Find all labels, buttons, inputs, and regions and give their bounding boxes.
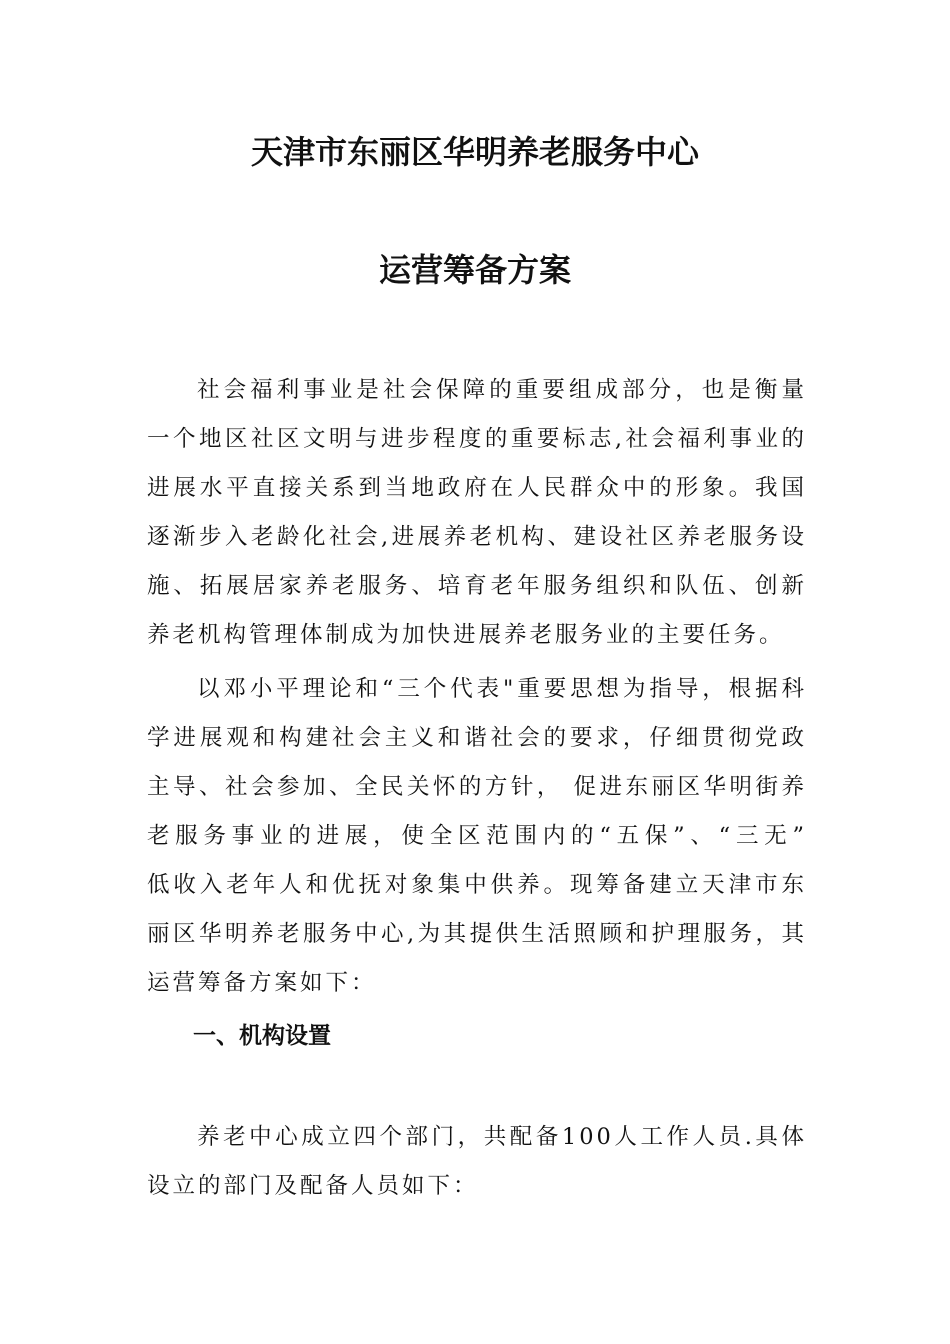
- paragraph-guiding-principles: [147, 665, 807, 1008]
- paragraph-line: 社会福利事业是社会保障的重要组成部分，也是衡量: [197, 377, 807, 403]
- paragraph-line: 养老机构管理体制成为加快进展养老服务业的主要任务。: [147, 622, 785, 648]
- paragraph-intro: [147, 366, 807, 660]
- paragraph-line: 低收入老年人和优抚对象集中供养。现筹备建立天津市东: [147, 872, 807, 898]
- paragraph-line: 一个地区社区文明与进步程度的重要标志,社会福利事业的: [147, 426, 807, 452]
- paragraph-line: 主导、社会参加、全民关怀的方针， 促进东丽区华明街养: [147, 774, 807, 800]
- paragraph-line: 设立的部门及配备人员如下：: [147, 1173, 479, 1199]
- section-heading: 一、机构设置: [193, 1023, 331, 1049]
- paragraph-line: 丽区华明养老服务中心,为其提供生活照顾和护理服务，其: [147, 921, 807, 947]
- paragraph-line: 养老中心成立四个部门，共配备100人工作人员.具体: [197, 1124, 807, 1150]
- document-subtitle: 运营筹备方案: [378, 251, 571, 289]
- document-title: 天津市东丽区华明养老服务中心: [250, 133, 699, 171]
- paragraph-staffing: [147, 1113, 807, 1211]
- paragraph-line: 运营筹备方案如下：: [147, 970, 377, 996]
- paragraph-line: 进展水平直接关系到当地政府在人民群众中的形象。我国: [147, 475, 807, 501]
- paragraph-line: 逐渐步入老龄化社会,进展养老机构、建设社区养老服务设: [147, 524, 807, 550]
- paragraph-line: 老服务事业的进展，使全区范围内的“五保”、“三无”: [147, 823, 807, 849]
- paragraph-line: 学进展观和构建社会主义和谐社会的要求，仔细贯彻党政: [147, 725, 807, 751]
- paragraph-line: 以邓小平理论和“三个代表"重要思想为指导，根据科: [197, 676, 807, 702]
- paragraph-line: 施、拓展居家养老服务、培育老年服务组织和队伍、创新: [147, 573, 807, 599]
